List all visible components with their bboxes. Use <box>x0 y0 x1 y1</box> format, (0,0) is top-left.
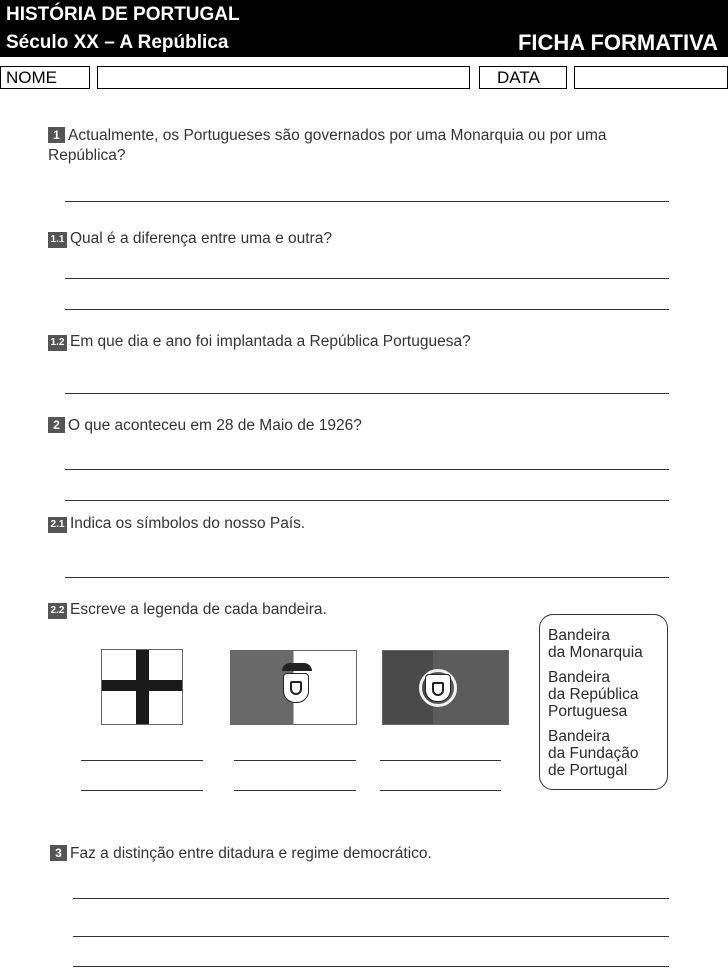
question-text: Faz a distinção entre ditadura e regime democrático. <box>70 845 432 862</box>
question-2-2 <box>48 600 518 620</box>
header-sheet-type: FICHA FORMATIVA <box>517 30 718 55</box>
answer-line[interactable] <box>65 278 669 279</box>
question-number: 1 <box>48 127 65 143</box>
caption-line[interactable] <box>81 760 203 761</box>
crown-icon <box>282 663 312 671</box>
question-number: 2.2 <box>48 603 67 619</box>
date-label-box <box>479 66 567 89</box>
caption-line[interactable] <box>380 790 501 791</box>
question-1-2 <box>48 332 678 352</box>
answer-line[interactable] <box>65 469 669 470</box>
question-text: Em que dia e ano foi implantada a República Portuguesa? <box>70 333 471 350</box>
header-subtitle: Século XX – A República <box>6 32 229 53</box>
caption-line[interactable] <box>380 760 501 761</box>
caption-line[interactable] <box>234 760 356 761</box>
name-label-box <box>0 66 90 89</box>
flag-legend-box <box>539 614 668 790</box>
legend-item: Bandeira da República Portuguesa <box>548 669 639 720</box>
shield-icon <box>283 673 309 703</box>
question-2 <box>48 416 678 436</box>
question-text: Escreve a legenda de cada bandeira. <box>70 601 327 618</box>
name-label: NOME <box>6 68 57 87</box>
monarquia-flag <box>230 650 357 725</box>
question-number: 1.2 <box>48 335 67 351</box>
answer-line[interactable] <box>73 936 669 937</box>
fundacao-flag <box>101 649 183 725</box>
answer-line[interactable] <box>65 393 669 394</box>
question-3 <box>50 844 680 864</box>
answer-line[interactable] <box>73 898 669 899</box>
question-1-1 <box>48 229 678 249</box>
question-number: 2 <box>48 417 65 433</box>
name-field[interactable] <box>97 66 470 89</box>
answer-line[interactable] <box>65 577 669 578</box>
answer-line[interactable] <box>65 309 669 310</box>
date-field[interactable] <box>574 66 728 89</box>
flag-cross-horizontal <box>102 680 183 691</box>
question-number: 1.1 <box>48 232 67 248</box>
header-title: HISTÓRIA DE PORTUGAL <box>6 4 240 25</box>
question-number: 2.1 <box>48 517 67 533</box>
legend-item: Bandeira da Monarquia <box>548 627 643 661</box>
question-text: Indica os símbolos do nosso País. <box>70 515 306 532</box>
worksheet-header <box>0 0 728 57</box>
question-number: 3 <box>50 845 67 861</box>
answer-line[interactable] <box>73 966 669 967</box>
answer-line[interactable] <box>65 201 669 202</box>
date-label: DATA <box>497 68 540 87</box>
question-text: O que aconteceu em 28 de Maio de 1926? <box>68 417 362 434</box>
legend-item: Bandeira da Fundação de Portugal <box>548 728 639 779</box>
question-text: Qual é a diferença entre uma e outra? <box>70 230 332 247</box>
question-1 <box>48 126 678 166</box>
answer-line[interactable] <box>65 500 669 501</box>
caption-line[interactable] <box>234 790 356 791</box>
shield-icon <box>425 674 451 702</box>
question-2-1 <box>48 514 678 534</box>
caption-line[interactable] <box>81 790 203 791</box>
republica-flag <box>382 650 509 725</box>
question-text: Actualmente, os Portugueses são governados por uma Monarquia ou por uma República? <box>48 127 607 164</box>
